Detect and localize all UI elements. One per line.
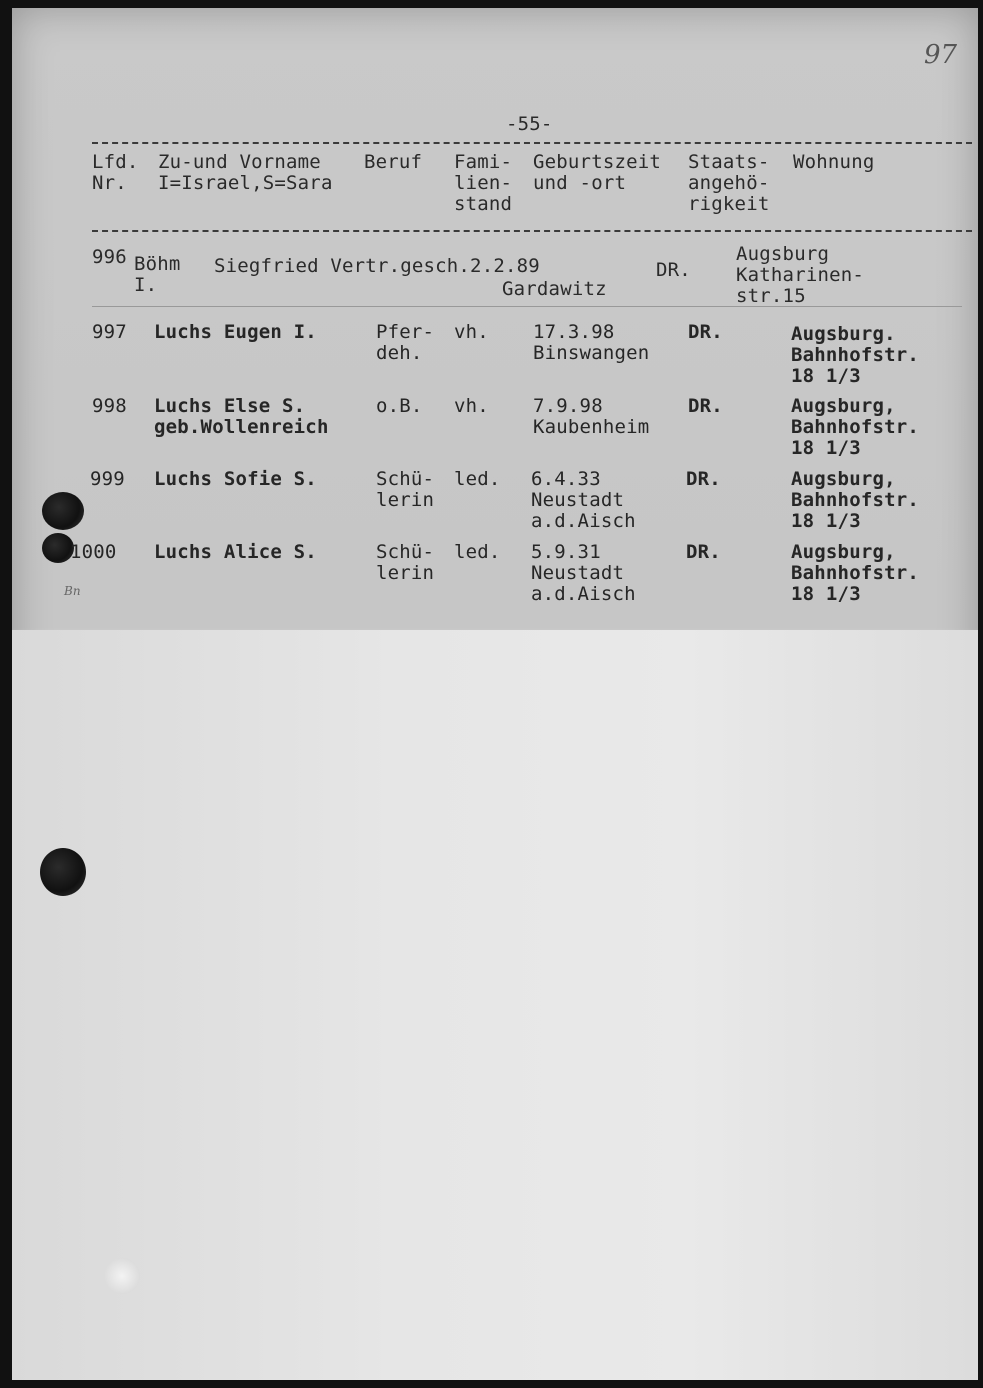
row-996-wohnung: Augsburg Katharinen- str.15 <box>736 243 865 307</box>
header-familienstand: Fami- lien- stand <box>454 151 513 215</box>
row-999-staat: DR. <box>686 468 721 490</box>
row-996-geburtsort: Gardawitz <box>502 278 607 300</box>
row-999-wohnung: Augsburg, Bahnhofstr. 18 1/3 <box>791 468 920 532</box>
row-998-beruf: o.B. <box>376 395 423 417</box>
page-number: -55- <box>506 113 553 135</box>
row-999-familienstand: led. <box>454 468 501 490</box>
row-996-nr: 996 <box>92 246 127 268</box>
header-geburt: Geburtszeit und -ort <box>533 151 662 194</box>
row-999-name: Luchs Sofie S. <box>154 468 317 490</box>
row-998-geburt: 7.9.98 Kaubenheim <box>533 395 650 438</box>
row-997-nr: 997 <box>92 321 127 343</box>
row-996-staat: DR. <box>656 259 691 281</box>
row-997-name: Luchs Eugen I. <box>154 321 317 343</box>
row-998-name: Luchs Else S. geb.Wollenreich <box>154 395 329 438</box>
row-997-geburt: 17.3.98 Binswangen <box>533 321 650 364</box>
header-bottom-rule <box>92 230 972 232</box>
row-1000-beruf: Schü- lerin <box>376 541 435 584</box>
row-996-rule <box>92 306 962 307</box>
row-1000-familienstand: led. <box>454 541 501 563</box>
header-top-rule <box>92 142 972 144</box>
punch-hole-lower <box>40 848 86 896</box>
row-997-wohnung: Augsburg. Bahnhofstr. 18 1/3 <box>791 323 920 387</box>
header-wohnung: Wohnung <box>793 151 875 173</box>
row-999-beruf: Schü- lerin <box>376 468 435 511</box>
row-998-familienstand: vh. <box>454 395 489 417</box>
row-1000-geburt: 5.9.31 Neustadt a.d.Aisch <box>531 541 636 605</box>
row-997-staat: DR. <box>688 321 723 343</box>
row-1000-name: Luchs Alice S. <box>154 541 317 563</box>
row-998-nr: 998 <box>92 395 127 417</box>
row-998-staat: DR. <box>688 395 723 417</box>
row-999-geburt: 6.4.33 Neustadt a.d.Aisch <box>531 468 636 532</box>
row-1000-nr: 1000 <box>70 541 117 563</box>
row-999-nr: 999 <box>90 468 125 490</box>
row-998-wohnung: Augsburg, Bahnhofstr. 18 1/3 <box>791 395 920 459</box>
row-1000-wohnung: Augsburg, Bahnhofstr. 18 1/3 <box>791 541 920 605</box>
margin-mark: Bn <box>64 584 81 598</box>
header-staat: Staats- angehö- rigkeit <box>688 151 770 215</box>
row-997-beruf: Pfer- deh. <box>376 321 435 364</box>
punch-hole-bottom <box>104 1258 140 1294</box>
row-996-name: Böhm I. <box>134 253 181 296</box>
punch-hole-top <box>42 492 84 530</box>
row-1000-staat: DR. <box>686 541 721 563</box>
row-997-familienstand: vh. <box>454 321 489 343</box>
header-beruf: Beruf <box>364 151 423 173</box>
header-name: Zu-und Vorname I=Israel,S=Sara <box>158 151 333 194</box>
header-nr: Lfd. Nr. <box>92 151 139 194</box>
folio-number: 97 <box>924 40 958 70</box>
row-996-vorname-beruf: Siegfried Vertr.gesch.2.2.89 <box>214 255 540 277</box>
underlying-sheet <box>12 630 978 1380</box>
